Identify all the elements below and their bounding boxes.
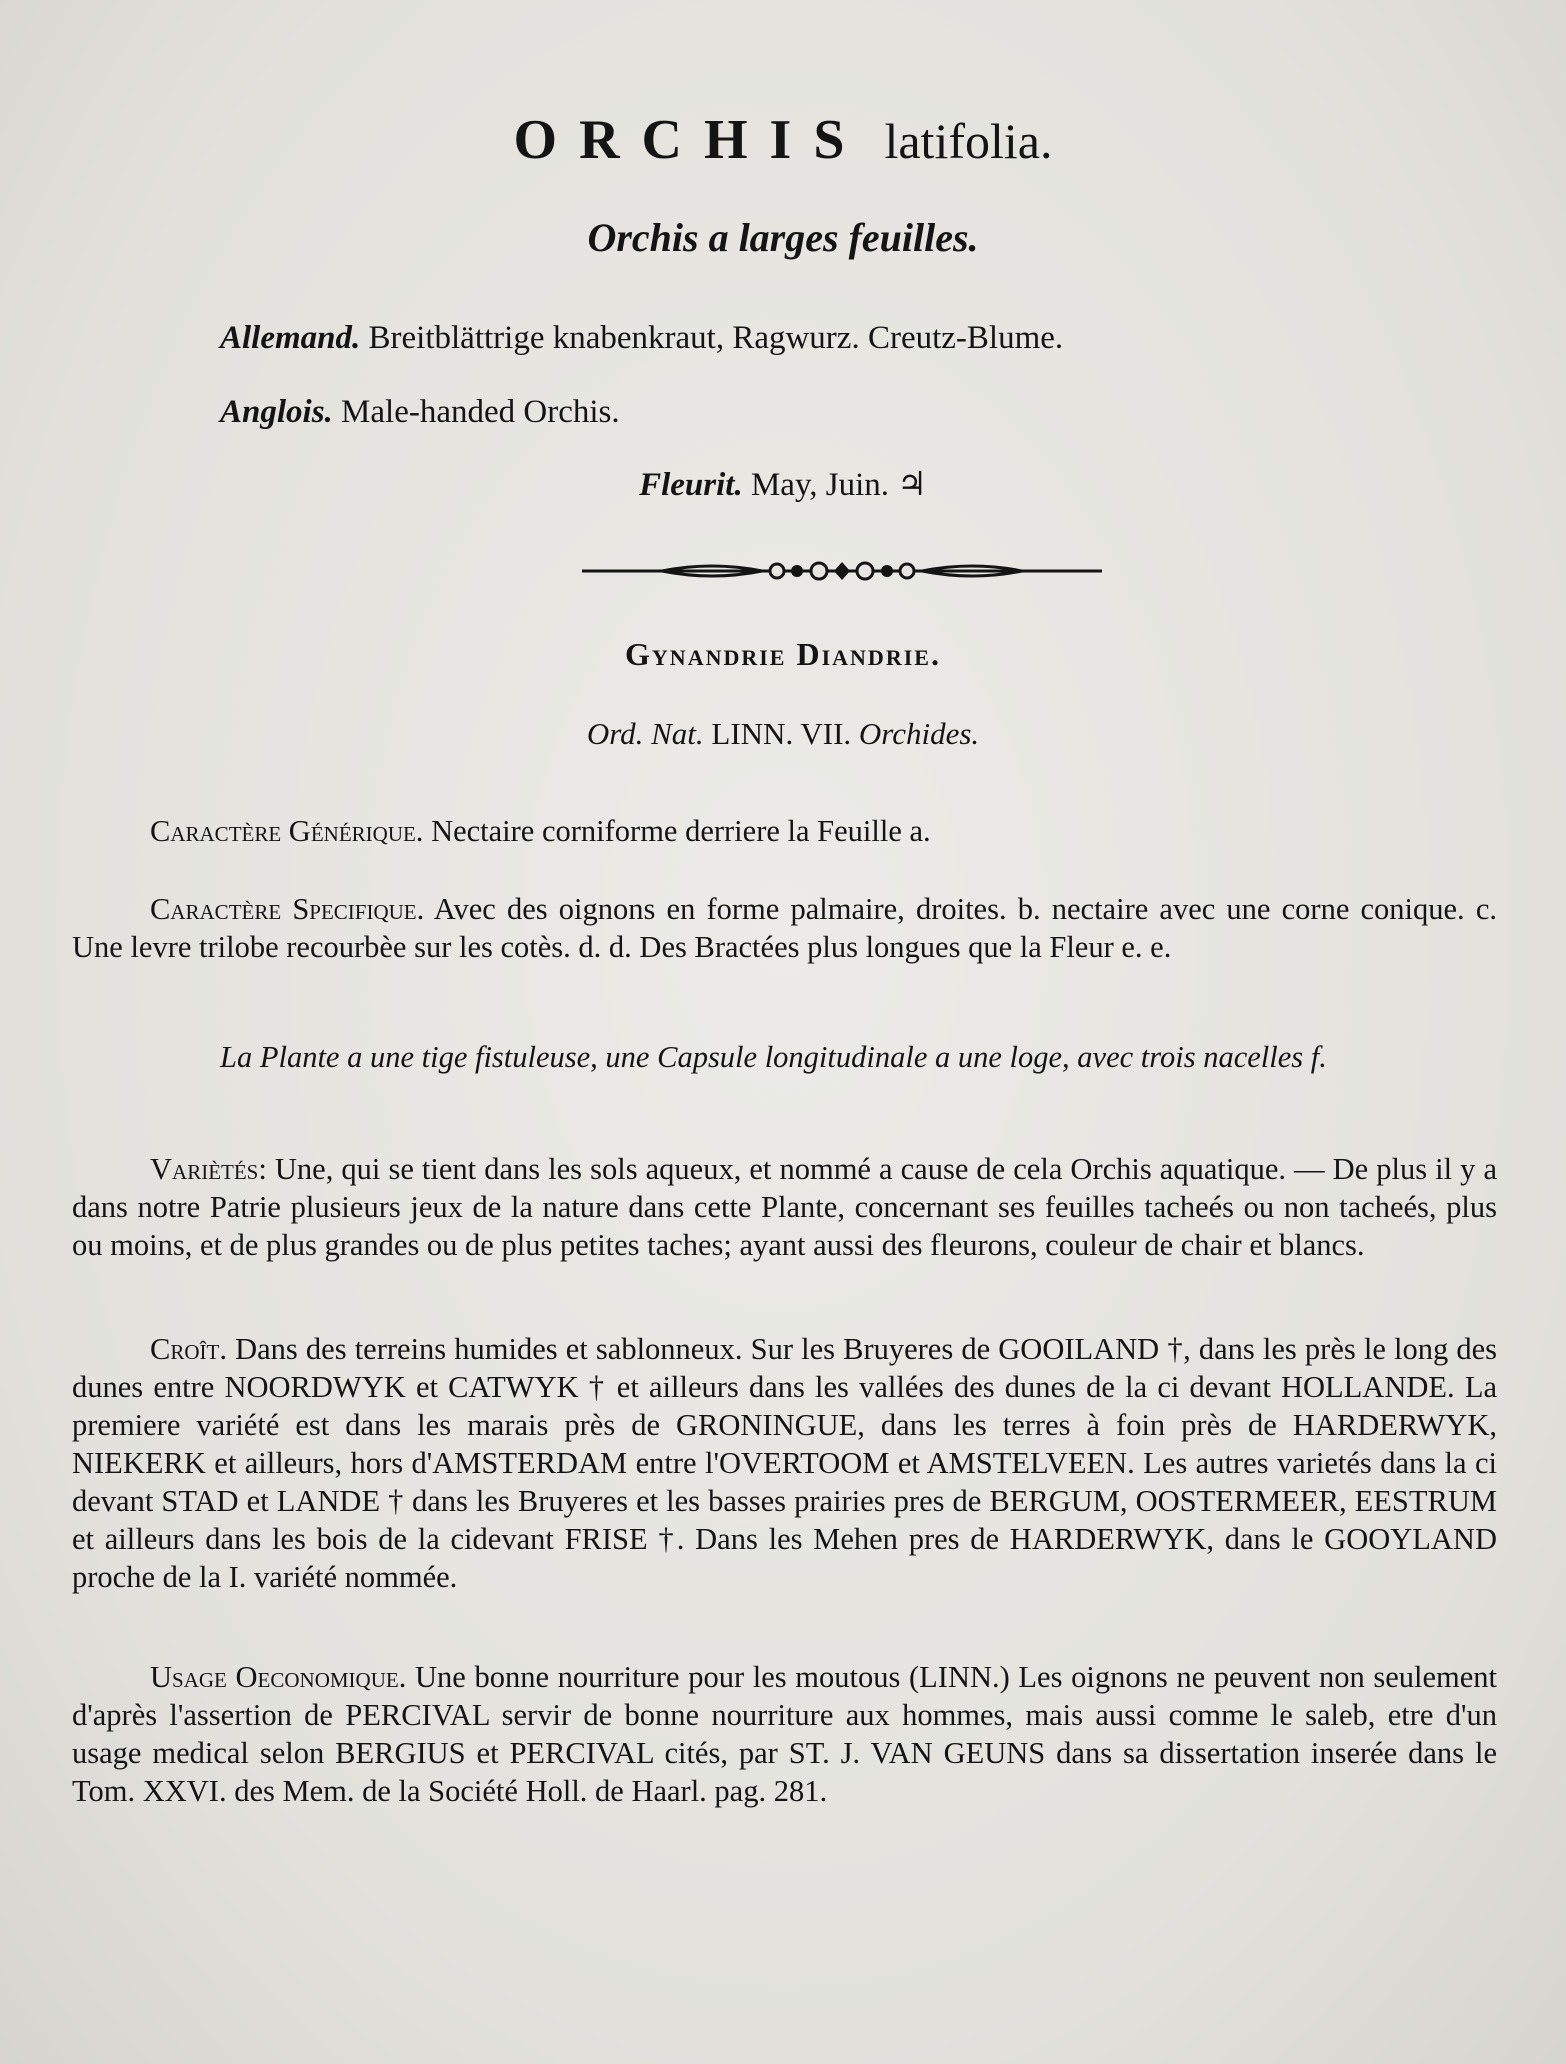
specific-character-label: Caractère Specifique.: [150, 892, 425, 926]
german-name-line: [220, 320, 1063, 357]
english-name: Male-handed Orchis.: [341, 394, 620, 430]
classification: Gynandrie Diandrie.: [625, 636, 941, 672]
specific-character: [72, 890, 1497, 966]
generic-character-text: Nectaire corniforme derriere la Feuille a.: [431, 814, 931, 848]
varieties-text: Une, qui se tient dans les sols aqueux, et nommé a cause de cela Orchis aquatique. — De plus il y a dans notre Patrie plusieurs jeux de la nature dans cette Plante, concernant ses feuilles tacheés ou non tacheés, plus ou moins, et de plus grandes ou de plus petites taches; ayant aussi des fleurons, couleur de chair et blancs.: [72, 1152, 1498, 1262]
varieties: [72, 1150, 1497, 1264]
habitat-label: Croît.: [150, 1332, 227, 1366]
german-label: Allemand.: [220, 320, 361, 356]
ornament-rule: [582, 556, 1102, 586]
specific-character-text: Avec des oignons en forme palmaire, droites. b. nectaire avec une corne conique. c. Une levre trilobe recourbèe sur les cotès. d. d. Des Bractées plus longues que la Fleur e. e.: [72, 892, 1498, 964]
title-genus: ORCHIS: [513, 109, 867, 171]
economic-use-label: Usage Oeconomique.: [150, 1660, 407, 1694]
english-label: Anglois.: [220, 394, 333, 430]
flowering-text: May, Juin. ♃: [750, 467, 927, 503]
natural-order-label: Ord. Nat.: [586, 716, 704, 751]
natural-order-name: Orchides.: [858, 716, 980, 751]
linnaeus-order: LINN. VII.: [711, 716, 852, 751]
varieties-label: Variètés:: [150, 1152, 267, 1186]
page-title: [0, 100, 1566, 181]
german-name: Breitblättrige knabenkraut, Ragwurz. Creutz-Blume.: [368, 320, 1064, 356]
habitat: [72, 1330, 1497, 1596]
natural-order-line: [0, 716, 1566, 752]
habitat-text: Dans des terreins humides et sablonneux. Sur les Bruyeres de GOOILAND †, dans les près le long des dunes entre NOORDWYK et CATWYK † et ailleurs dans les vallées des dunes de la ci devant HOLLANDE. La premiere variété est dans les marais près de GRONINGUE, dans les terres à foin près de HARDERWYK, NIEKERK et ailleurs, hors d'AMSTERDAM entre l'OVERTOOM et AMSTELVEEN. Les autres varietés dans la ci devant STAD et LANDE † dans les Bruyeres et les basses prairies pres de BERGUM, OOSTERMEER, EESTRUM et ailleurs dans les bois de la cidevant FRISE †. Dans les Mehen pres de HARDERWYK, dans le GOOYLAND proche de la I. variété nommée.: [72, 1332, 1498, 1594]
french-name: Orchis a larges feuilles.: [587, 215, 979, 260]
english-name-line: [220, 394, 620, 431]
generic-character-label: Caractère Générique.: [150, 814, 424, 848]
title-epithet: latifolia.: [884, 113, 1053, 169]
economic-use-text: Une bonne nourriture pour les moutous (LINN.) Les oignons ne peuvent non seulement d'après l'assertion de PERCIVAL servir de bonne nourriture aux hommes, mais aussi comme le saleb, etre d'un usage medical selon BERGIUS et PERCIVAL cités, par ST. J. VAN GEUNS dans sa dissertation inserée dans le Tom. XXVI. des Mem. de la Société Holl. de Haarl. pag. 281.: [72, 1660, 1498, 1808]
generic-character: [150, 812, 1497, 850]
plant-description: La Plante a une tige fistuleuse, une Capsule longitudinale a une loge, avec trois nacelles f.: [220, 1040, 1327, 1074]
flowering-label: Fleurit.: [639, 467, 743, 503]
flowering-line: [0, 464, 1566, 504]
economic-use: [72, 1658, 1497, 1810]
